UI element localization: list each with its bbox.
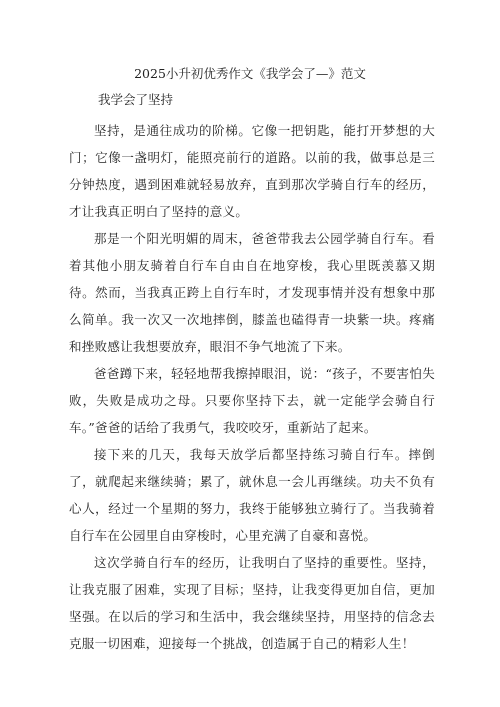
paragraph-1: 坚持，是通往成功的阶梯。它像一把钥匙，能打开梦想的大门；它像一盏明灯，能照亮前行的道路。以前的我，做事总是三分钟热度，遇到困难就轻易放弃，直到那次学骑自行车的经历，才让我真正明白了坚持的意义。 (69, 123, 435, 219)
essay-title: 我学会了坚持 (98, 92, 174, 107)
paragraph-4: 接下来的几天，我每天放学后都坚持练习骑自行车。摔倒了，就爬起来继续骑；累了，就休息一会儿再继续。功夫不负有心人，经过一个星期的努力，我终于能够独立骑行了。当我骑着自行车在公园里自由穿梭时，心里充满了自豪和喜悦。 (69, 447, 435, 543)
document-title: 2025小升初优秀作文《我学会了—》范文 (134, 66, 366, 81)
essay-body (69, 117, 435, 657)
paragraph-5: 这次学骑自行车的经历，让我明白了坚持的重要性。坚持，让我克服了困难，实现了目标；坚持，让我变得更加自信，更加坚强。在以后的学习和生活中，我会继续坚持，用坚持的信念去克服一切困难，迎接每一个挑战，创造属于自己的精彩人生！ (69, 555, 435, 651)
paragraph-2: 那是一个阳光明媚的周末，爸爸带我去公园学骑自行车。看着其他小朋友骑着自行车自由自在地穿梭，我心里既羡慕又期待。然而，当我真正跨上自行车时，才发现事情并没有想象中那么简单。我一次又一次地摔倒，膝盖也磕得青一块紫一块。疼痛和挫败感让我想要放弃，眼泪不争气地流了下来。 (69, 231, 435, 354)
paragraph-3: 爸爸蹲下来，轻轻地帮我擦掉眼泪，说：“孩子，不要害怕失败，失败是成功之母。只要你坚持下去，就一定能学会骑自行车。”爸爸的话给了我勇气，我咬咬牙，重新站了起来。 (69, 366, 435, 435)
